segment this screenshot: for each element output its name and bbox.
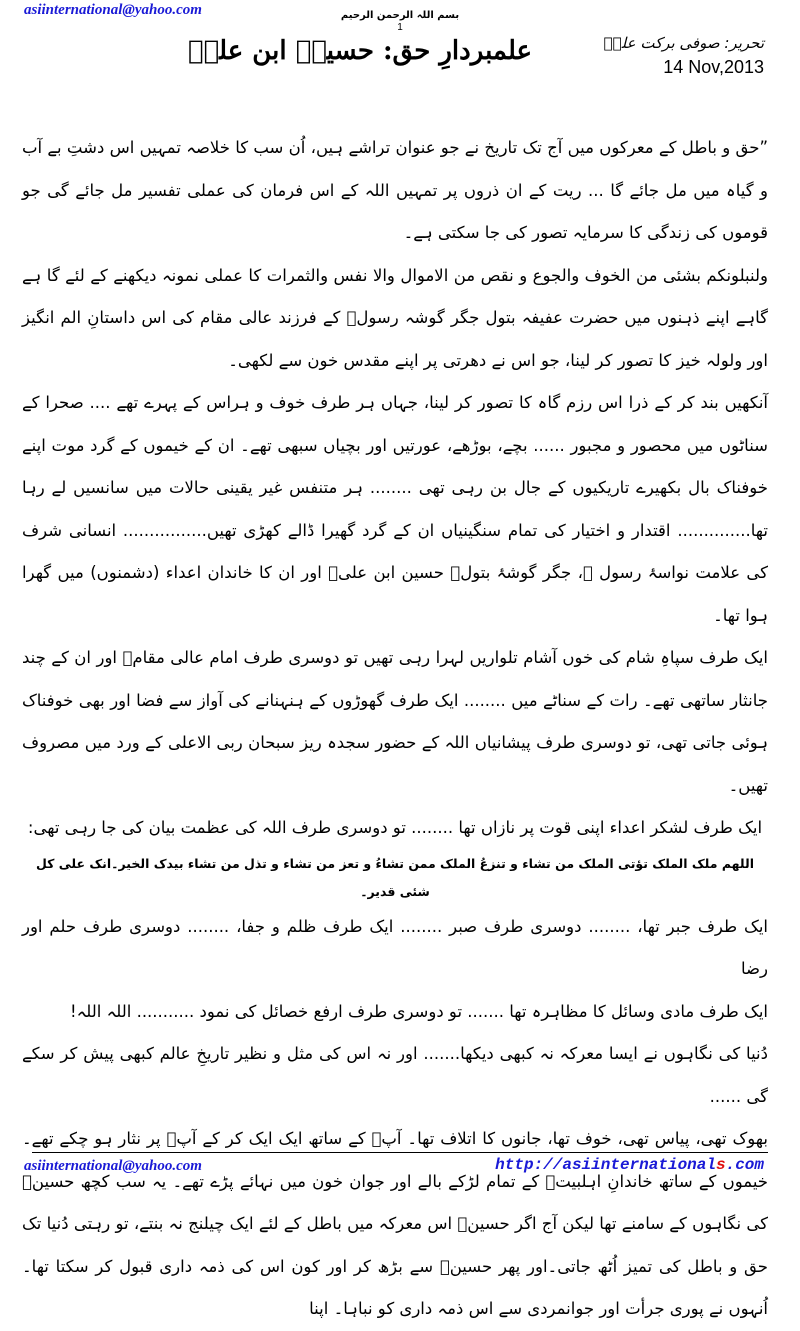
header-email-link[interactable]: asiinternational@yahoo.com <box>24 2 202 18</box>
article-title: علمبردارِ حق: حسینؑ ابن علیؑ <box>187 36 533 66</box>
url-accent: s <box>715 1156 726 1174</box>
page-number: 1 <box>397 22 403 33</box>
contrast-line: ایک طرف جبر تھا، ........ دوسری طرف صبر ........ ایک طرف ظلم و جفا، ........ دوسری طرف حلم اور رضا <box>22 916 768 978</box>
centered-line: ایک طرف لشکر اعداء اپنی قوت پر نازاں تھا ........ تو دوسری طرف اللہ کی عظمت بیان کی جا رہی تھی: <box>27 818 763 837</box>
author-byline: تحریر: صوفی برکت علیؒ <box>603 34 764 52</box>
paragraph: ”حق و باطل کے معرکوں میں آج تک تاریخ نے جو عنوان تراشے ہیں، اُن سب کا خلاصہ تمہیں اس دشتِ بے آب و گیاہ میں مل جائے گا ... ریت کے ان ذروں پر تمہیں اللہ کے اس فرمان کی عملی تفسیر مل جائے گی جو قوموں کی زندگی کا سرمایہ تصور کی جا سکتی ہے۔ <box>22 138 768 242</box>
footer-email-link[interactable]: asiinternational@yahoo.com <box>24 1158 202 1174</box>
footer-divider <box>32 1152 768 1153</box>
article-date: 14 Nov,2013 <box>663 57 764 77</box>
paragraph: ایک طرف سپاہِ شام کی خوں آشام تلواریں لہرا رہی تھیں تو دوسری طرف امام عالی مقامؑ اور ان کے چند جانثار ساتھی تھے۔ رات کے سناٹے میں ........ ایک طرف گھوڑوں کے ہنہنانے کی آواز سے فضا اور بھی خوفناک ہوئی جاتی تھی، تو دوسری طرف پیشانیاں اللہ کے حضور سجدہ ریز سبحان ربی الاعلی کے ورد میں مصروف تھیں۔ <box>22 648 768 795</box>
footer-website-link[interactable] <box>495 1156 764 1174</box>
paragraph: آنکھیں بند کر کے ذرا اس رزم گاہ کا تصور کر لینا، جہاں ہر طرف خوف و ہراس کے پہرے تھے .... صحرا کے سناٹوں میں محصور و مجبور ...... بچے، بوڑھے، عورتیں اور بچیاں سبھی تھے۔ ان کے خیموں کے گرد موت اپنے خوفناک بال بکھیرے تاریکیوں کے جال بن رہی تھی ........ ہر متنفس غیر یقینی حالات میں سانسیں لے رہا تھا.............. اقتدار و اختیار کی تمام سنگینیاں ان کے گرد گھیرا ڈالے کھڑی تھیں................ انسانی شرف کی علامت نواسۂ رسول ﷺ، جگر گوشۂ بتولؓ حسین ابن علیؑ اور ان کا خاندان اعداء (دشمنوں) میں گھرا ہوا تھا۔ <box>22 393 768 625</box>
article-body <box>22 127 768 1331</box>
url-suffix: .com <box>725 1156 764 1174</box>
bismillah: بسم اللہ الرحمن الرحیم <box>340 10 460 21</box>
url-prefix: http://asiinternational <box>495 1156 716 1174</box>
paragraph: ولنبلونکم بشئی من الخوف والجوع و نقص من الاموال والا نفس والثمرات کا عملی نمونہ دیکھنے کے لئے گا ہے گاہے اپنے ذہنوں میں حضرت عفیفہ بتول جگر گوشہ رسولؐ کے فرزند عالی مقام کی اس داستانِ الم انگیز اور ولولہ خیز کا تصور کر لینا، جو اس نے دھرتی پر اپنے مقدس خون سے لکھی۔ <box>22 265 768 370</box>
quran-verse: اللھم ملک الملک تؤتی الملک من تشاء و تنزعُ الملک ممن تشاءُ و تعز من تشاء و تذل من تشاء بیدک الخیر۔انک علی کل شئی قدیر۔ <box>35 855 755 899</box>
paragraph: بھوک تھی، پیاس تھی، خوف تھا، جانوں کا اتلاف تھا۔ آپؑ کے ساتھ ایک ایک کر کے آپؑ پر نثار ہو چکے تھے۔خیموں کے ساتھ خاندانِ اہلبیتؓ کے تمام لڑکے بالے اور جوان خون میں نہائے پڑے تھے۔ یہ سب کچھ حسینؑ کی نگاہوں کے سامنے تھا لیکن آج اگر حسینؑ اس معرکہ میں باطل کے لئے ایک چیلنج نہ بنتے، تو رہتی دُنیا تک حق و باطل کی تمیز اُٹھ جاتی۔اور پھر حسینؑ سے بڑھ کر اور کون اس کی ذمہ داری قبول کر سکتا تھا۔اُنہوں نے پوری جرأت اور جوانمردی سے اس ذمہ داری کو نباہا۔ اپنا <box>22 1129 768 1318</box>
paragraph: دُنیا کی نگاہوں نے ایسا معرکہ نہ کبھی دیکھا....... اور نہ اس کی مثل و نظیر تاریخِ عالم کبھی پیش کر سکے گی ...... <box>22 1044 768 1106</box>
contrast-line: ایک طرف مادی وسائل کا مظاہرہ تھا ....... تو دوسری طرف ارفع خصائل کی نمود ........... اللہ اللہ! <box>69 1001 768 1021</box>
